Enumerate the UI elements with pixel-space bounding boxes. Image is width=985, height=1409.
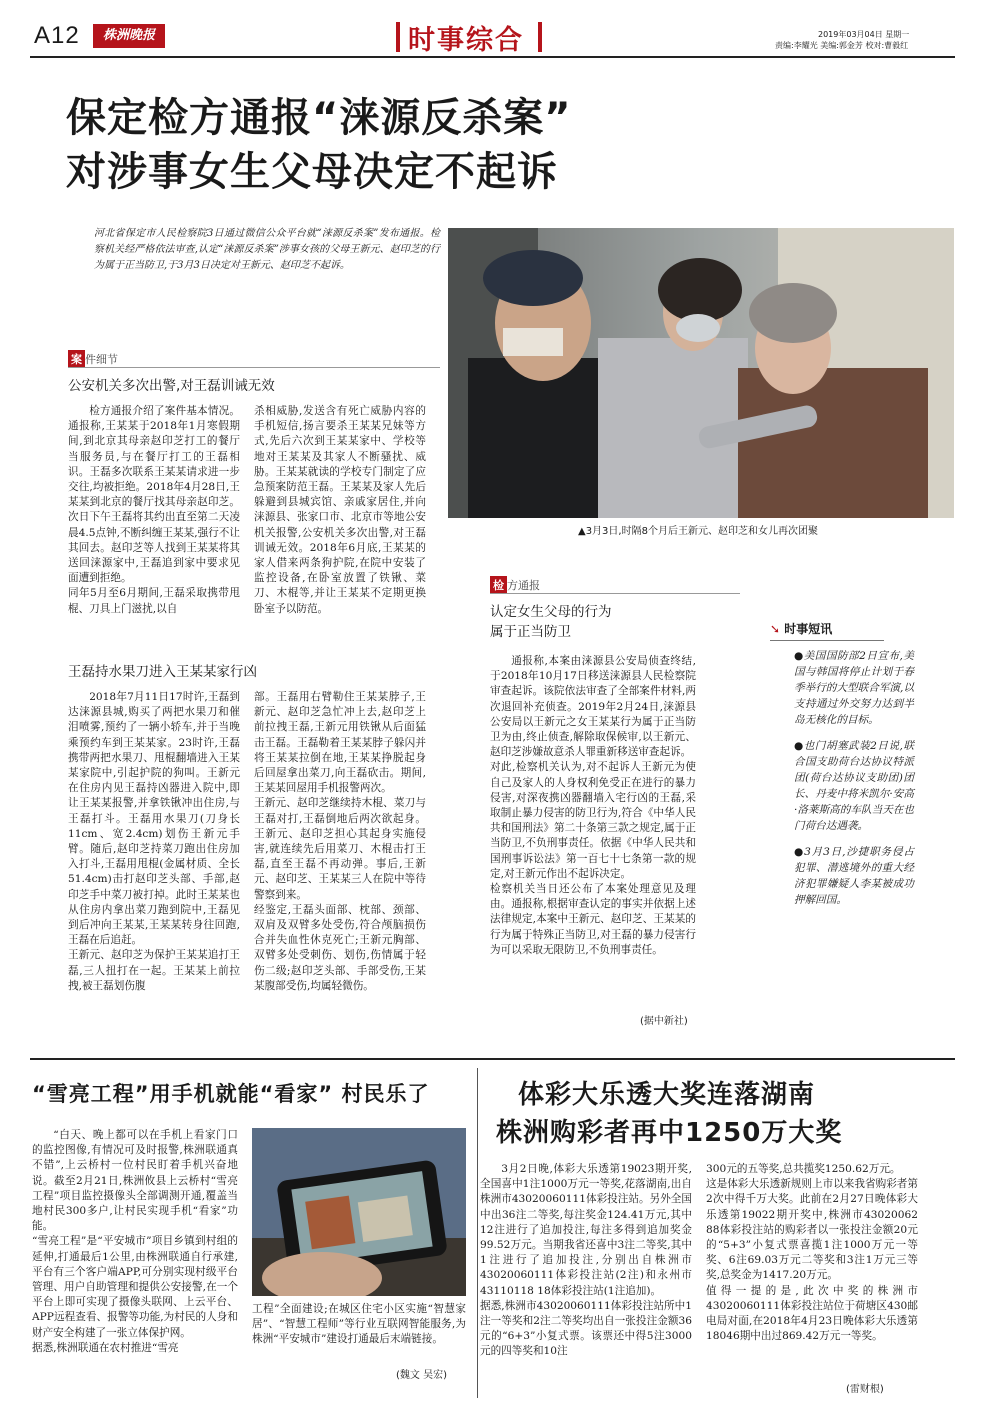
section1-label	[68, 350, 118, 368]
phone-surveillance-photo	[252, 1128, 466, 1296]
section1-label-rest: 件细节	[85, 353, 118, 366]
section1-label-first: 案	[68, 350, 85, 368]
section3-body: 通报称,本案由涞源县公安局侦查终结,于2018年10月17日移送涞源县人民检察院审查起诉。该院依法审查了全部案件材料,两次退回补充侦查。2019年2月24日,涞源县公安局以王新元之女王某某行为属于正当防卫为由,终止侦查,解除取保候审,以王新元、赵印芝涉嫌故意杀人罪重新移送审查起诉。 对此,检察机关认为,对不起诉人王新元为使自己及家人的人身权利免受正在进行的暴力侵害,对深夜携凶器翻墙入宅行凶的王磊,采取制止暴力侵害的防卫行为,符合《中华人民共和国刑法》第二十条第三款之规定,属于正当防卫,不负刑事责任。依据《中华人民共和国刑事诉讼法》第一百七十七条第一款的规定,对王新元作出不起诉决定。 检察机关当日还公布了本案处理意见及理由。通报称,根据审查认定的事实并依据上述法律规定,本案中王新元、赵印芝、王某某的行为属于特殊正当防卫,对王磊的暴力侵害行为可以采取无限防卫,不负刑事责任。	[490, 655, 696, 956]
section2-col1: 2018年7月11日17时许,王磊到达涞源县城,购买了两把水果刀和催泪喷雾,预约了一辆小轿车,并于当晚乘预约车到王某某家。23时许,王磊携带两把水果刀、甩棍翻墙进入王某某家院中,引起护院的狗叫。王新元在住房内见王磊持凶器进入院中,即让王某某报警,并拿铁锹冲出住房,与王磊打斗。王磊用水果刀(刀身长11cm、宽2.4cm)划伤王新元手臂。随后,赵印芝持菜刀跑出住房加入打斗,王磊用甩棍(金属材质、全长51.4cm)击打赵印芝头部、手部,赵印芝手中菜刀被打掉。此时王某某也从住房内拿出菜刀跑到院中,王磊见到后冲向王某某,王某某转身往回跑,王磊在后追赶。 王新元、赵印芝为保护王某某追打王磊,三人扭打在一起。王某某上前拉拽,被王磊划伤腹	[68, 691, 240, 992]
page-number: A12	[34, 22, 80, 49]
paper-logo: 株洲晚报	[93, 24, 165, 48]
story3-col2: 300元的五等奖,总共揽奖1250.62万元。 这是体彩大乐透新规则上市以来我省购彩者第2次中得千万大奖。此前在2月27日晚体彩大乐透第19022期开奖中,株洲市43020062 88体彩投注站的购彩者以一张投注金额20元的“5+3”小复式票喜揽1注1000万元一等奖、6注69.03万元二等奖和3注1万元三等奖,总奖金为1417.20万元。 值得一提的是,此次中奖的株洲市43020060111体彩投注站位于荷塘区430邮电局对面,在2018年4月23日晚体彩大乐透第18046期中出过869.42万元一等奖。	[706, 1163, 918, 1343]
photo-caption: ▲3月3日,时隔8个月后王新元、赵印芝和女儿再次团聚	[578, 526, 818, 537]
story2-col1: “白天、晚上都可以在手机上看家门口的监控图像,有情况可及时报警,株洲联通真不错”,上云桥村一位村民盯着手机兴奋地说。截至2月21日,株洲攸县上云桥村“雪亮工程”项目监控摄像头全部调测开通,覆盖当地村民300多户,让村民实现手机“看家”功能。 “雪亮工程”是“平安城市”项目乡镇到村组的延伸,打通最后1公里,由株洲联通自行承建,平台有三个客户端APP,可分别实现村级平台管理、用户自助管理和提供公安接警,在一个平台上即可实现了摄像头联网、上云平台、APP远程查看、报警等功能,为村民的人身和财产安全构建了一张立体保护网。 据悉,株洲联通在农村推进“雪亮	[32, 1129, 238, 1354]
section2-subhead: 王磊持水果刀进入王某某家行凶	[68, 664, 257, 680]
header-editors: 责编:李耀光 美编:郭金芳 校对:曹毅红	[775, 41, 909, 50]
story3-col1: 3月2日晚,体彩大乐透第19023期开奖,全国喜中1注1000万元一等奖,花落湖南,出自株洲市43020060111体彩投注站。另外全国中出36注二等奖,每注奖金124.41万元,其中12注进行了追加投注,每注多得到追加奖金99.52万元。当期我省还喜中3注二等奖,其中1注进行了追加投注,分别出自株洲市43020060111体彩投注站(2注)和永州市43110118 18体彩投注站(1注追加)。 据悉,株洲市43020060111体彩投注站所中1注一等奖和2注二等奖均出自一张投注金额36元的“6+3”小复式票。该票还中得5注3000元的四等奖和10注	[480, 1163, 692, 1358]
main-headline-line1: 保定检方通报“涞源反杀案”	[66, 95, 572, 141]
story2-headline: “雪亮工程”用手机就能“看家” 村民乐了	[32, 1082, 430, 1106]
story2-source: (魏文 吴宏)	[396, 1370, 447, 1381]
section2-col2: 部。王磊用右臂勒住王某某脖子,王新元、赵印芝急忙冲上去,赵印芝上前拉拽王磊,王新元用铁锹从后面猛击王磊。王磊勒着王某某脖子躲闪并将王某某拉倒在地,王某某挣脱起身后回屋拿出菜刀,向王磊砍击。期间,王某某回屋用手机报警两次。 王新元、赵印芝继续持木棍、菜刀与王磊对打,王磊倒地后两次欲起身。王新元、赵印芝担心其起身实施侵害,就连续先后用菜刀、木棍击打王磊,直至王磊不再动弹。事后,王新元、赵印芝、王某某三人在院中等待警察到来。 经鉴定,王磊头面部、枕部、颈部、双肩及双臂多处受伤,符合颅脑损伤合并失血性休克死亡;王新元胸部、双臂多处受刺伤、划伤,伤情属于轻伤二级;赵印芝头部、手部受伤,王某某腹部受伤,均属轻微伤。	[254, 691, 426, 992]
family-reunion-photo	[448, 228, 954, 518]
section3-subhead-line2: 属于正当防卫	[490, 624, 571, 640]
section-bar-right	[538, 22, 542, 52]
story3-source: (雷财根)	[846, 1384, 884, 1395]
section1-label-rule	[68, 367, 440, 368]
story3-headline-line2: 株洲购彩者再中1250万大奖	[496, 1118, 843, 1148]
section3-label-first: 检	[490, 576, 507, 594]
main-headline-line2: 对涉事女生父母决定不起诉	[66, 149, 558, 195]
header-rule	[30, 56, 955, 58]
section3-label	[490, 576, 540, 594]
briefs-list	[794, 648, 914, 908]
brief-item: ●美国国防部2日宣布,美国与韩国将停止计划于春季举行的大型联合军演,以支持通过外交努力达到半岛无核化的目标。	[794, 650, 914, 726]
section1-subhead: 公安机关多次出警,对王磊训诫无效	[68, 378, 275, 394]
header-date: 2019年03月04日 星期一	[818, 30, 910, 39]
bottom-section-rule	[30, 1058, 955, 1060]
section3-label-rule	[490, 593, 740, 594]
lead-paragraph: 河北省保定市人民检察院3日通过微信公众平台就“涞源反杀案”发布通报。检察机关经严格依法审查,认定“涞源反杀案”涉事女孩的父母王新元、赵印芝的行为属于正当防卫,于3月3日决定对王新元、赵印芝不起诉。	[94, 228, 440, 271]
section3-subhead-line1: 认定女生父母的行为	[490, 604, 612, 620]
section-bar-left	[396, 22, 400, 52]
section-title: 时事综合	[408, 25, 524, 56]
briefs-title	[770, 620, 832, 637]
briefs-rule	[770, 640, 884, 641]
section1-col2: 杀相威胁,发送含有死亡威胁内容的手机短信,扬言要杀王某某兄妹等方式,先后六次到王某某家中、学校等地对王某某及其家人不断骚扰、威胁。王某某就读的学校专门制定了应急预案防范王磊。王某某及家人先后躲避到县城宾馆、亲戚家居住,并向涞源县、张家口市、北京市等地公安机关报警,公安机关多次出警,对王磊训诫无效。2018年6月底,王某某的家人借来两条狗护院,在院中安装了监控设备,在卧室放置了铁锹、菜刀、木棍等,并让王某某不定期更换卧室予以防范。	[254, 405, 426, 615]
brief-item: ●3月3日,沙捷职务侵占犯罪、潜逃境外的重大经济犯罪嫌疑人李某被成功押解回国。	[794, 846, 914, 906]
story2-photo	[252, 1128, 466, 1296]
section1-col1: 检方通报介绍了案件基本情况。通报称,王某某于2018年1月寒假期间,到北京其母亲赵印芝打工的餐厅当服务员,与在餐厅打工的王磊相识。王磊多次联系王某某请求进一步交往,均被拒绝。2018年4月28日,王某某到北京的餐厅找其母亲赵印芝。次日下午王磊将其约出直至第二天凌晨4.5点钟,不断纠缠王某某,强行不让其回去。赵印芝等人找到王某某将其送回涞源家中,王磊追到家中要求见面遭到拒绝。 同年5月至6月期间,王磊采取携带甩棍、刀具上门滋扰,以自	[68, 405, 240, 615]
story3-headline-line1: 体彩大乐透大奖连落湖南	[518, 1080, 816, 1110]
main-photo	[448, 228, 954, 518]
story2-col2: 工程”全面建设;在城区住宅小区实施“智慧家居”、“智慧工程师”等行业互联网智能服务,为株洲“平安城市”建设打通最后末端链接。	[252, 1303, 466, 1346]
briefs-arrow-icon: ➘	[770, 622, 781, 636]
section3-label-rest: 方通报	[507, 579, 540, 592]
brief-item: ●也门胡塞武装2日说,联合国支助荷台达协议特派团(荷台达协议支助团)团长、丹麦中将米凯尔·安高·洛莱斯高的车队当天在也门荷台达遇袭。	[794, 740, 914, 832]
bottom-column-rule	[477, 1068, 478, 1398]
briefs-title-text: 时事短讯	[784, 622, 833, 636]
main-story-source: (据中新社)	[640, 1016, 688, 1027]
